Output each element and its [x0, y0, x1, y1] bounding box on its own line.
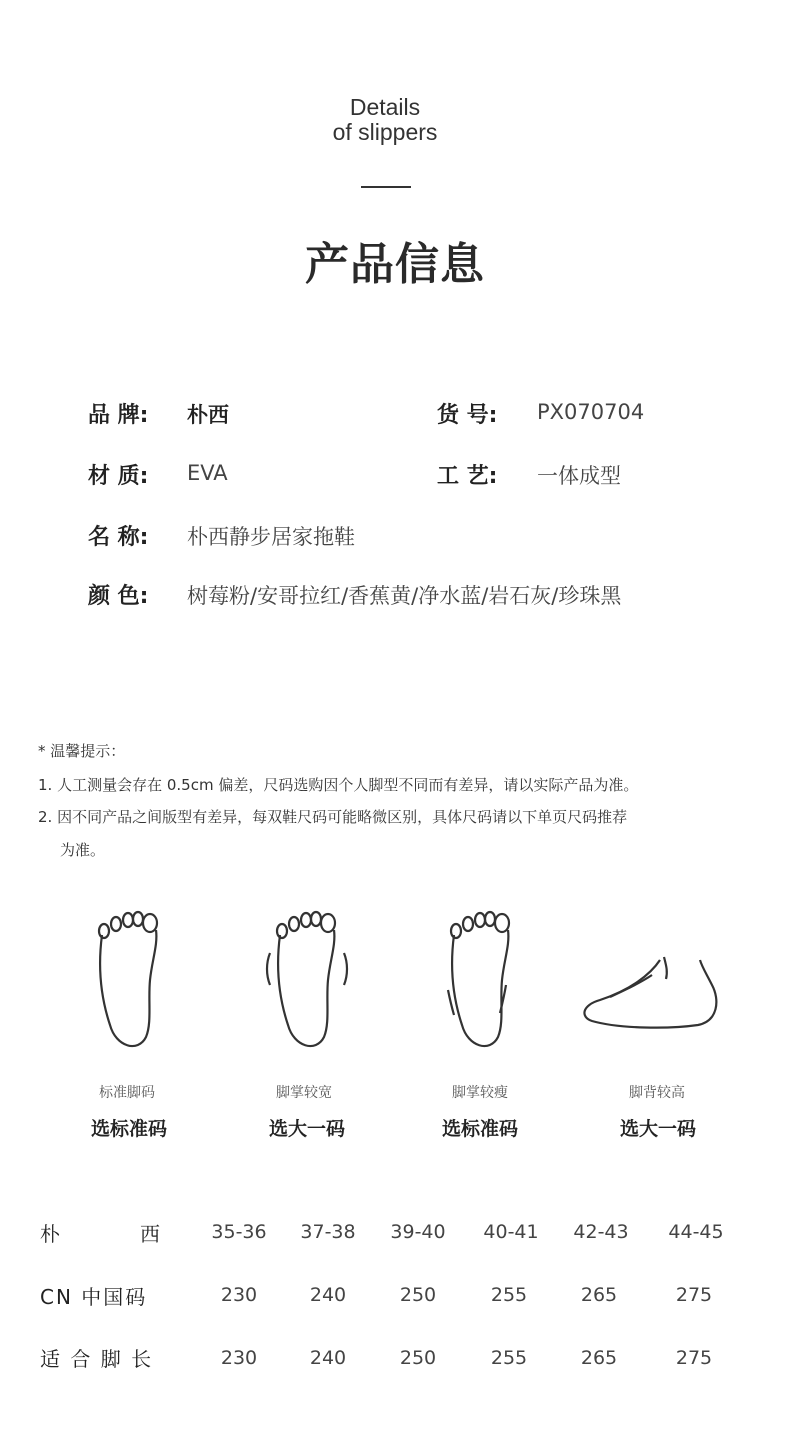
- table-cell: 250: [399, 1284, 437, 1306]
- foot-type-advice-4: 选大一码: [619, 1118, 696, 1140]
- table-cell: 240: [309, 1347, 347, 1369]
- foot-type-advice-3: 选标准码: [441, 1118, 518, 1140]
- craft-label: 工 艺:: [437, 464, 498, 489]
- foot-type-caption-1: 标准脚码: [99, 1085, 155, 1101]
- table-cell: 275: [675, 1347, 713, 1369]
- table-cell: 240: [309, 1284, 347, 1306]
- tip-line-2: 2. 因不同产品之间版型有差异，每双鞋尺码可能略微区别，具体尺码请以下单页尺码推荐: [38, 808, 628, 826]
- tips-title: * 温馨提示：: [38, 742, 126, 760]
- table-cell: 230: [220, 1347, 258, 1369]
- table-cell: 42-43: [573, 1221, 629, 1243]
- foot-type-caption-3: 脚掌较瘦: [452, 1085, 508, 1101]
- title-divider: [361, 186, 411, 188]
- table-cell: 255: [490, 1347, 528, 1369]
- size-row1-label-a: 朴: [40, 1222, 62, 1246]
- size-row3-label: 适 合 脚 长: [40, 1347, 154, 1371]
- tip-line-1: 1. 人工测量会存在 0.5cm 偏差，尺码选购因个人脚型不同而有差异，请以实际产品为准。: [38, 776, 639, 794]
- foot-type-caption-4: 脚背较高: [629, 1085, 685, 1101]
- table-cell: 37-38: [300, 1221, 356, 1243]
- color-label: 颜 色:: [88, 584, 149, 609]
- size-row2-label: CN 中国码: [40, 1285, 148, 1309]
- table-cell: 40-41: [483, 1221, 539, 1243]
- table-cell: 35-36: [211, 1221, 267, 1243]
- table-cell: 265: [580, 1347, 618, 1369]
- material-value: EVA: [187, 461, 228, 485]
- product-name-label: 名 称:: [88, 525, 149, 550]
- page-title: 产品信息: [305, 239, 485, 290]
- table-cell: 250: [399, 1347, 437, 1369]
- item-number-value: PX070704: [537, 400, 645, 424]
- foot-type-advice-2: 选大一码: [268, 1118, 345, 1140]
- item-number-label: 货 号:: [437, 403, 498, 428]
- size-row1-label-b: 西: [140, 1222, 162, 1246]
- table-cell: 275: [675, 1284, 713, 1306]
- brand-value: 朴西: [187, 403, 229, 427]
- product-name-value: 朴西静步居家拖鞋: [187, 525, 355, 549]
- english-title-line1: Details: [349, 94, 421, 120]
- tip-line-2-cont: 为准。: [60, 841, 106, 859]
- material-label: 材 质:: [88, 464, 149, 489]
- foot-standard-icon: [90, 905, 170, 1060]
- color-value: 树莓粉/安哥拉红/香蕉黄/净水蓝/岩石灰/珍珠黑: [187, 584, 622, 608]
- foot-type-caption-2: 脚掌较宽: [276, 1085, 332, 1101]
- table-cell: 265: [580, 1284, 618, 1306]
- table-cell: 230: [220, 1284, 258, 1306]
- table-cell: 39-40: [390, 1221, 446, 1243]
- table-cell: 255: [490, 1284, 528, 1306]
- english-title: [0, 95, 770, 145]
- craft-value: 一体成型: [537, 464, 621, 488]
- foot-narrow-icon: [440, 905, 520, 1060]
- brand-label: 品 牌:: [88, 403, 149, 428]
- foot-wide-icon: [262, 905, 352, 1060]
- foot-high-instep-icon: [580, 905, 720, 1060]
- table-cell: 44-45: [668, 1221, 724, 1243]
- english-title-line2: of slippers: [332, 119, 438, 145]
- foot-type-advice-1: 选标准码: [90, 1118, 167, 1140]
